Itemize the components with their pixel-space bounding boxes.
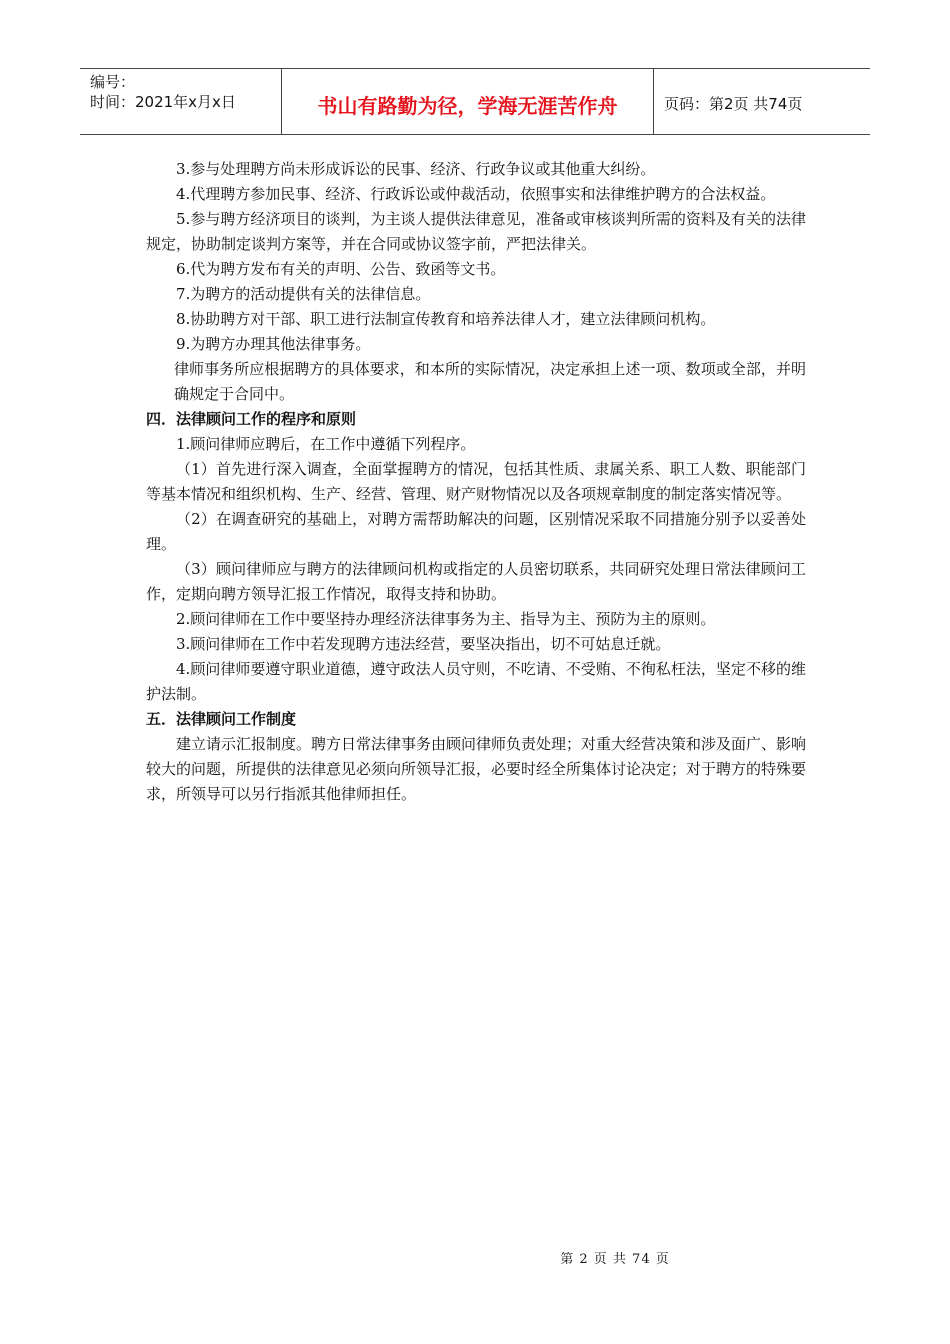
document-number-label: 编号： [90,73,136,91]
paragraph: 3.顾问律师在工作中若发现聘方违法经营，要坚决指出，切不可姑息迁就。 [176,635,671,653]
page-header [80,68,870,135]
paragraph: 2.顾问律师在工作中要坚持办理经济法律事务为主、指导为主、预防为主的原则。 [176,610,716,628]
section-heading: 五．法律顾问工作制度 [146,710,297,728]
paragraph: 建立请示汇报制度。聘方日常法律事务由顾问律师负责处理；对重大经营决策和涉及面广、影响较大的问题，所提供的法律意见必须向所领导汇报，必要时经全所集体讨论决定；对于聘方的特殊要求，所领导可以另行指派其他律师担任。 [146,735,807,803]
paragraph: 3.参与处理聘方尚未形成诉讼的民事、经济、行政争议或其他重大纠纷。 [176,160,656,178]
paragraph: 6.代为聘方发布有关的声明、公告、致函等文书。 [176,260,506,278]
paragraph: （2）在调查研究的基础上，对聘方需帮助解决的问题，区别情况采取不同措施分别予以妥善处理。 [146,510,806,553]
paragraph: 1.顾问律师应聘后，在工作中遵循下列程序。 [176,435,476,453]
header-page-info: 页码：第2页 共74页 [664,95,803,113]
paragraph: 4.顾问律师要遵守职业道德，遵守政法人员守则，不吃请、不受贿、不徇私枉法，坚定不移的维护法制。 [146,660,806,703]
paragraph: 7.为聘方的活动提供有关的法律信息。 [176,285,431,303]
paragraph: 5.参与聘方经济项目的谈判，为主谈人提供法律意见，准备或审核谈判所需的资料及有关的法律规定，协助制定谈判方案等，并在合同或协议签字前，严把法律关。 [146,210,806,253]
page-footer: 第 2 页 共 74 页 [560,1252,670,1267]
paragraph: 8.协助聘方对干部、职工进行法制宣传教育和培养法律人才，建立法律顾问机构。 [176,310,716,328]
document-date: 时间：2021年x月x日 [90,93,236,111]
paragraph: （3）顾问律师应与聘方的法律顾问机构或指定的人员密切联系，共同研究处理日常法律顾问工作，定期向聘方领导汇报工作情况，取得支持和协助。 [146,560,806,603]
document-body [146,157,806,807]
paragraph: （1）首先进行深入调查，全面掌握聘方的情况，包括其性质、隶属关系、职工人数、职能部门等基本情况和组织机构、生产、经营、管理、财产财物情况以及各项规章制度的制定落实情况等。 [146,460,806,503]
paragraph: 9.为聘方办理其他法律事务。 [176,335,371,353]
header-motto: 书山有路勤为径，学海无涯苦作舟 [282,69,654,134]
header-meta-cell [80,69,282,134]
paragraph: 4.代理聘方参加民事、经济、行政诉讼或仲裁活动，依照事实和法律维护聘方的合法权益。 [176,185,776,203]
paragraph: 律师事务所应根据聘方的具体要求，和本所的实际情况，决定承担上述一项、数项或全部，并明确规定于合同中。 [174,360,806,403]
section-heading: 四．法律顾问工作的程序和原则 [146,410,357,428]
